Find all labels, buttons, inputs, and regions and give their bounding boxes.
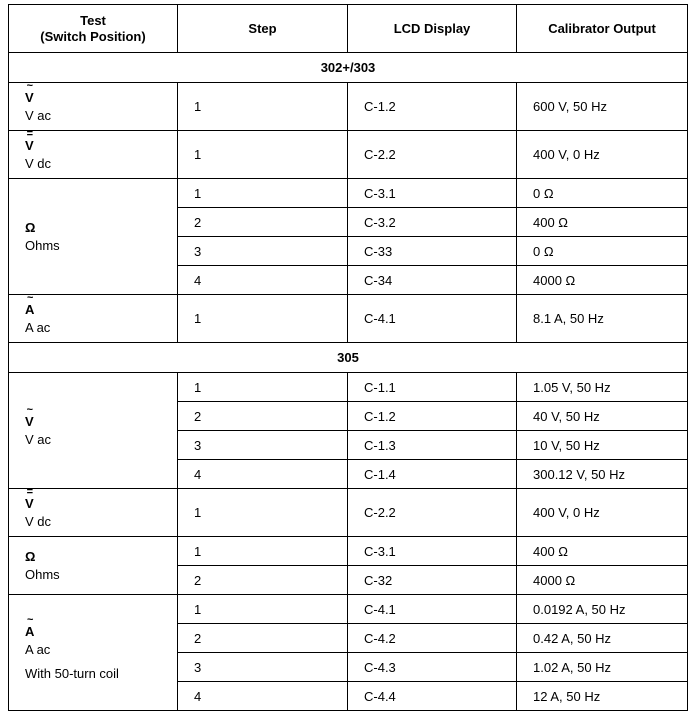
step-cell: 2 [178, 402, 348, 431]
section-row [9, 343, 688, 373]
function-symbol [25, 219, 177, 237]
output-cell: 0 Ω [517, 179, 688, 208]
test-cell [9, 179, 178, 295]
table-row [9, 179, 688, 208]
lcd-cell: C-32 [348, 566, 517, 595]
function-label: V dc [25, 513, 52, 529]
lcd-cell: C-33 [348, 237, 517, 266]
lcd-cell: C-4.3 [348, 653, 517, 682]
function-label: A ac [25, 641, 51, 657]
lcd-cell: C-3.1 [348, 537, 517, 566]
step-cell: 3 [178, 653, 348, 682]
function-accent-mark: ~ [26, 79, 33, 92]
function-symbol-glyph [25, 613, 35, 641]
header-test-line1: Test [80, 12, 106, 28]
step-cell: 1 [178, 537, 348, 566]
test-cell [9, 291, 178, 343]
function-symbol-letter: V [25, 413, 34, 429]
lcd-cell: C-4.4 [348, 682, 517, 711]
table-row [9, 373, 688, 402]
step-cell: 1 [178, 595, 348, 624]
lcd-cell: C-1.4 [348, 460, 517, 489]
test-cell [9, 79, 178, 131]
output-cell: 4000 Ω [517, 266, 688, 295]
output-cell: 8.1 A, 50 Hz [517, 295, 688, 343]
lcd-cell: C-34 [348, 266, 517, 295]
function-symbol [25, 613, 177, 641]
lcd-cell: C-2.2 [348, 131, 517, 179]
function-label: Ohms [25, 566, 60, 582]
output-cell: 12 A, 50 Hz [517, 682, 688, 711]
function-symbol [25, 548, 177, 566]
output-cell: 400 Ω [517, 208, 688, 237]
function-symbol-letter: A [25, 623, 35, 639]
function-symbol-glyph [25, 79, 34, 107]
section-row [9, 53, 688, 83]
output-cell: 40 V, 50 Hz [517, 402, 688, 431]
function-accent-mark: ~ [26, 403, 33, 416]
lcd-cell: C-1.3 [348, 431, 517, 460]
function-accent-mark: = [26, 127, 33, 140]
function-label: A ac [25, 319, 51, 335]
function-symbol-glyph [25, 127, 34, 155]
output-cell: 10 V, 50 Hz [517, 431, 688, 460]
function-label: V ac [25, 107, 52, 123]
step-cell: 2 [178, 566, 348, 595]
lcd-cell: C-1.2 [348, 402, 517, 431]
section-title: 302+/303 [9, 53, 688, 83]
function-symbol-letter: Ω [25, 219, 36, 235]
step-cell: 4 [178, 266, 348, 295]
table-row [9, 489, 688, 537]
step-cell: 1 [178, 373, 348, 402]
function-symbol [25, 485, 177, 513]
section-title: 305 [9, 343, 688, 373]
output-cell: 0.0192 A, 50 Hz [517, 595, 688, 624]
header-test [9, 5, 178, 53]
output-cell: 0.42 A, 50 Hz [517, 624, 688, 653]
step-cell: 3 [178, 431, 348, 460]
function-symbol-glyph [25, 485, 34, 513]
lcd-cell: C-4.1 [348, 595, 517, 624]
output-cell: 400 V, 0 Hz [517, 131, 688, 179]
table-row [9, 537, 688, 566]
test-cell [9, 595, 178, 711]
function-symbol-letter: V [25, 89, 34, 105]
output-cell: 1.05 V, 50 Hz [517, 373, 688, 402]
test-cell [9, 373, 178, 489]
function-symbol-glyph [25, 219, 35, 237]
lcd-cell: C-1.1 [348, 373, 517, 402]
table-row [9, 295, 688, 343]
step-cell: 1 [178, 131, 348, 179]
step-cell: 2 [178, 208, 348, 237]
output-cell: 0 Ω [517, 237, 688, 266]
table-row [9, 595, 688, 624]
function-symbol-glyph [25, 403, 34, 431]
function-symbol [25, 127, 177, 155]
header-row [9, 5, 688, 53]
function-symbol-letter: Ω [25, 548, 36, 564]
lcd-cell: C-4.2 [348, 624, 517, 653]
header-test-line2: (Switch Position) [40, 28, 146, 44]
function-symbol-glyph [25, 291, 35, 319]
calibration-table [8, 4, 688, 711]
output-cell: 400 Ω [517, 537, 688, 566]
step-cell: 4 [178, 460, 348, 489]
lcd-cell: C-4.1 [348, 295, 517, 343]
test-cell [9, 537, 178, 595]
function-symbol [25, 403, 177, 431]
function-symbol-letter: A [25, 301, 35, 317]
output-cell: 600 V, 50 Hz [517, 83, 688, 131]
step-cell: 1 [178, 295, 348, 343]
step-cell: 3 [178, 237, 348, 266]
function-symbol-glyph [25, 548, 35, 566]
function-accent-mark: ~ [26, 613, 33, 626]
function-symbol [25, 79, 177, 107]
output-cell: 4000 Ω [517, 566, 688, 595]
step-cell: 1 [178, 179, 348, 208]
function-label: V dc [25, 155, 52, 171]
header-step: Step [178, 5, 348, 53]
function-label: V ac [25, 431, 52, 447]
function-label: Ohms [25, 237, 60, 253]
header-lcd-display: LCD Display [348, 5, 517, 53]
lcd-cell: C-1.2 [348, 83, 517, 131]
function-accent-mark: ~ [26, 291, 33, 304]
lcd-cell: C-2.2 [348, 489, 517, 537]
function-symbol-letter: V [25, 137, 34, 153]
test-cell [9, 127, 178, 179]
step-cell: 1 [178, 83, 348, 131]
step-cell: 4 [178, 682, 348, 711]
table-row [9, 131, 688, 179]
function-note: With 50-turn coil [25, 665, 119, 681]
table-row [9, 83, 688, 131]
output-cell: 300.12 V, 50 Hz [517, 460, 688, 489]
output-cell: 400 V, 0 Hz [517, 489, 688, 537]
step-cell: 2 [178, 624, 348, 653]
header-calibrator-output: Calibrator Output [517, 5, 688, 53]
function-accent-mark: = [26, 485, 33, 498]
lcd-cell: C-3.1 [348, 179, 517, 208]
function-symbol [25, 291, 177, 319]
function-symbol-letter: V [25, 495, 34, 511]
test-cell [9, 485, 178, 537]
output-cell: 1.02 A, 50 Hz [517, 653, 688, 682]
step-cell: 1 [178, 489, 348, 537]
lcd-cell: C-3.2 [348, 208, 517, 237]
